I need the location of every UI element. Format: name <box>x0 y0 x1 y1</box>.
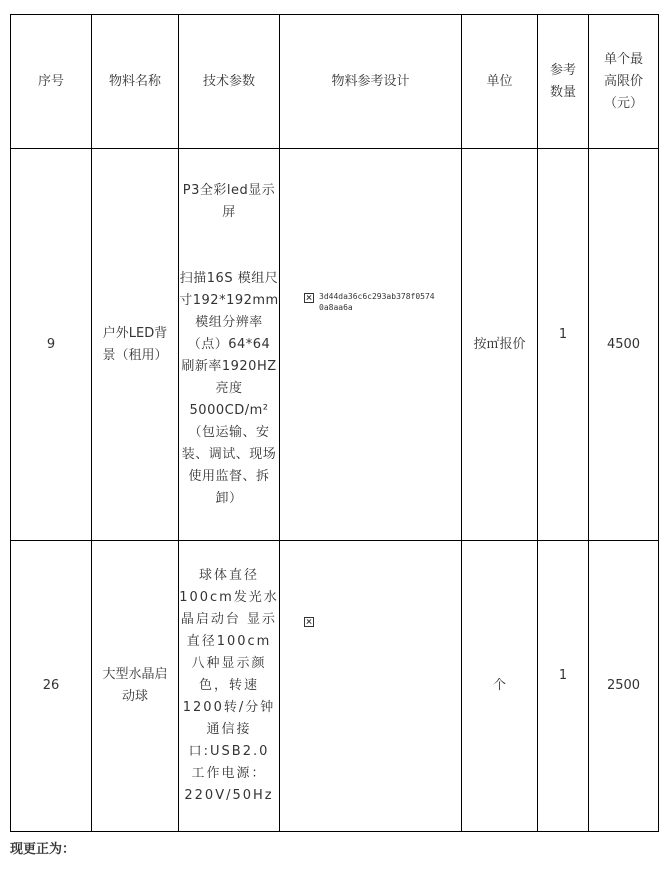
row-name-text: 大型水晶启动球 <box>102 667 168 704</box>
header-unit: 单位 <box>462 15 538 149</box>
table-row <box>11 149 659 541</box>
row-name-text: 户外LED背景（租用） <box>102 325 168 363</box>
spec-table <box>10 14 659 832</box>
row-params <box>179 149 280 541</box>
header-params: 技术参数 <box>179 15 280 149</box>
header-design: 物料参考设计 <box>280 15 462 149</box>
header-row <box>11 15 659 149</box>
row-params <box>179 541 280 832</box>
row-design <box>280 149 462 541</box>
row-design <box>280 541 462 832</box>
row-unit: 个 <box>462 541 538 832</box>
broken-image-icon <box>304 617 314 627</box>
params-title: P3全彩led显示屏 <box>182 182 276 220</box>
header-index: 序号 <box>11 15 92 149</box>
params-body: 球体直径100cm发光水晶启动台 显示直径100cm 八种显示颜色，转速1200转/分钟 通信接口:USB2.0 工作电源：220V/50Hz <box>179 568 279 803</box>
broken-image-icon <box>304 293 314 303</box>
header-qty <box>538 15 589 149</box>
header-qty-text: 参考数量 <box>549 62 576 100</box>
header-price <box>589 15 659 149</box>
design-image <box>304 291 461 313</box>
design-image <box>304 615 461 627</box>
row-price: 4500 <box>589 149 659 541</box>
header-name: 物料名称 <box>92 15 179 149</box>
row-qty <box>538 541 589 832</box>
row-index: 9 <box>11 149 92 541</box>
row-name <box>92 541 179 832</box>
row-name <box>92 149 179 541</box>
row-qty-text: 1 <box>558 326 568 342</box>
row-price: 2500 <box>589 541 659 832</box>
design-image-alt: 3d44da36c6c293ab378f05740a8aa6a <box>319 292 435 312</box>
footer-note: 现更正为： <box>10 842 76 857</box>
params-body: 扫描16S 模组尺寸192*192mm 模组分辨率（点）64*64 刷新率1920HZ 亮度5000CD/m²（包运输、安装、调试、现场使用监督、拆卸） <box>179 270 279 506</box>
params-gap <box>179 224 279 268</box>
header-price-text: 单个最高限价（元） <box>603 51 643 111</box>
table-row <box>11 541 659 832</box>
row-unit: 按㎡报价 <box>462 149 538 541</box>
row-qty <box>538 149 589 541</box>
row-qty-text: 1 <box>558 668 568 683</box>
row-index: 26 <box>11 541 92 832</box>
